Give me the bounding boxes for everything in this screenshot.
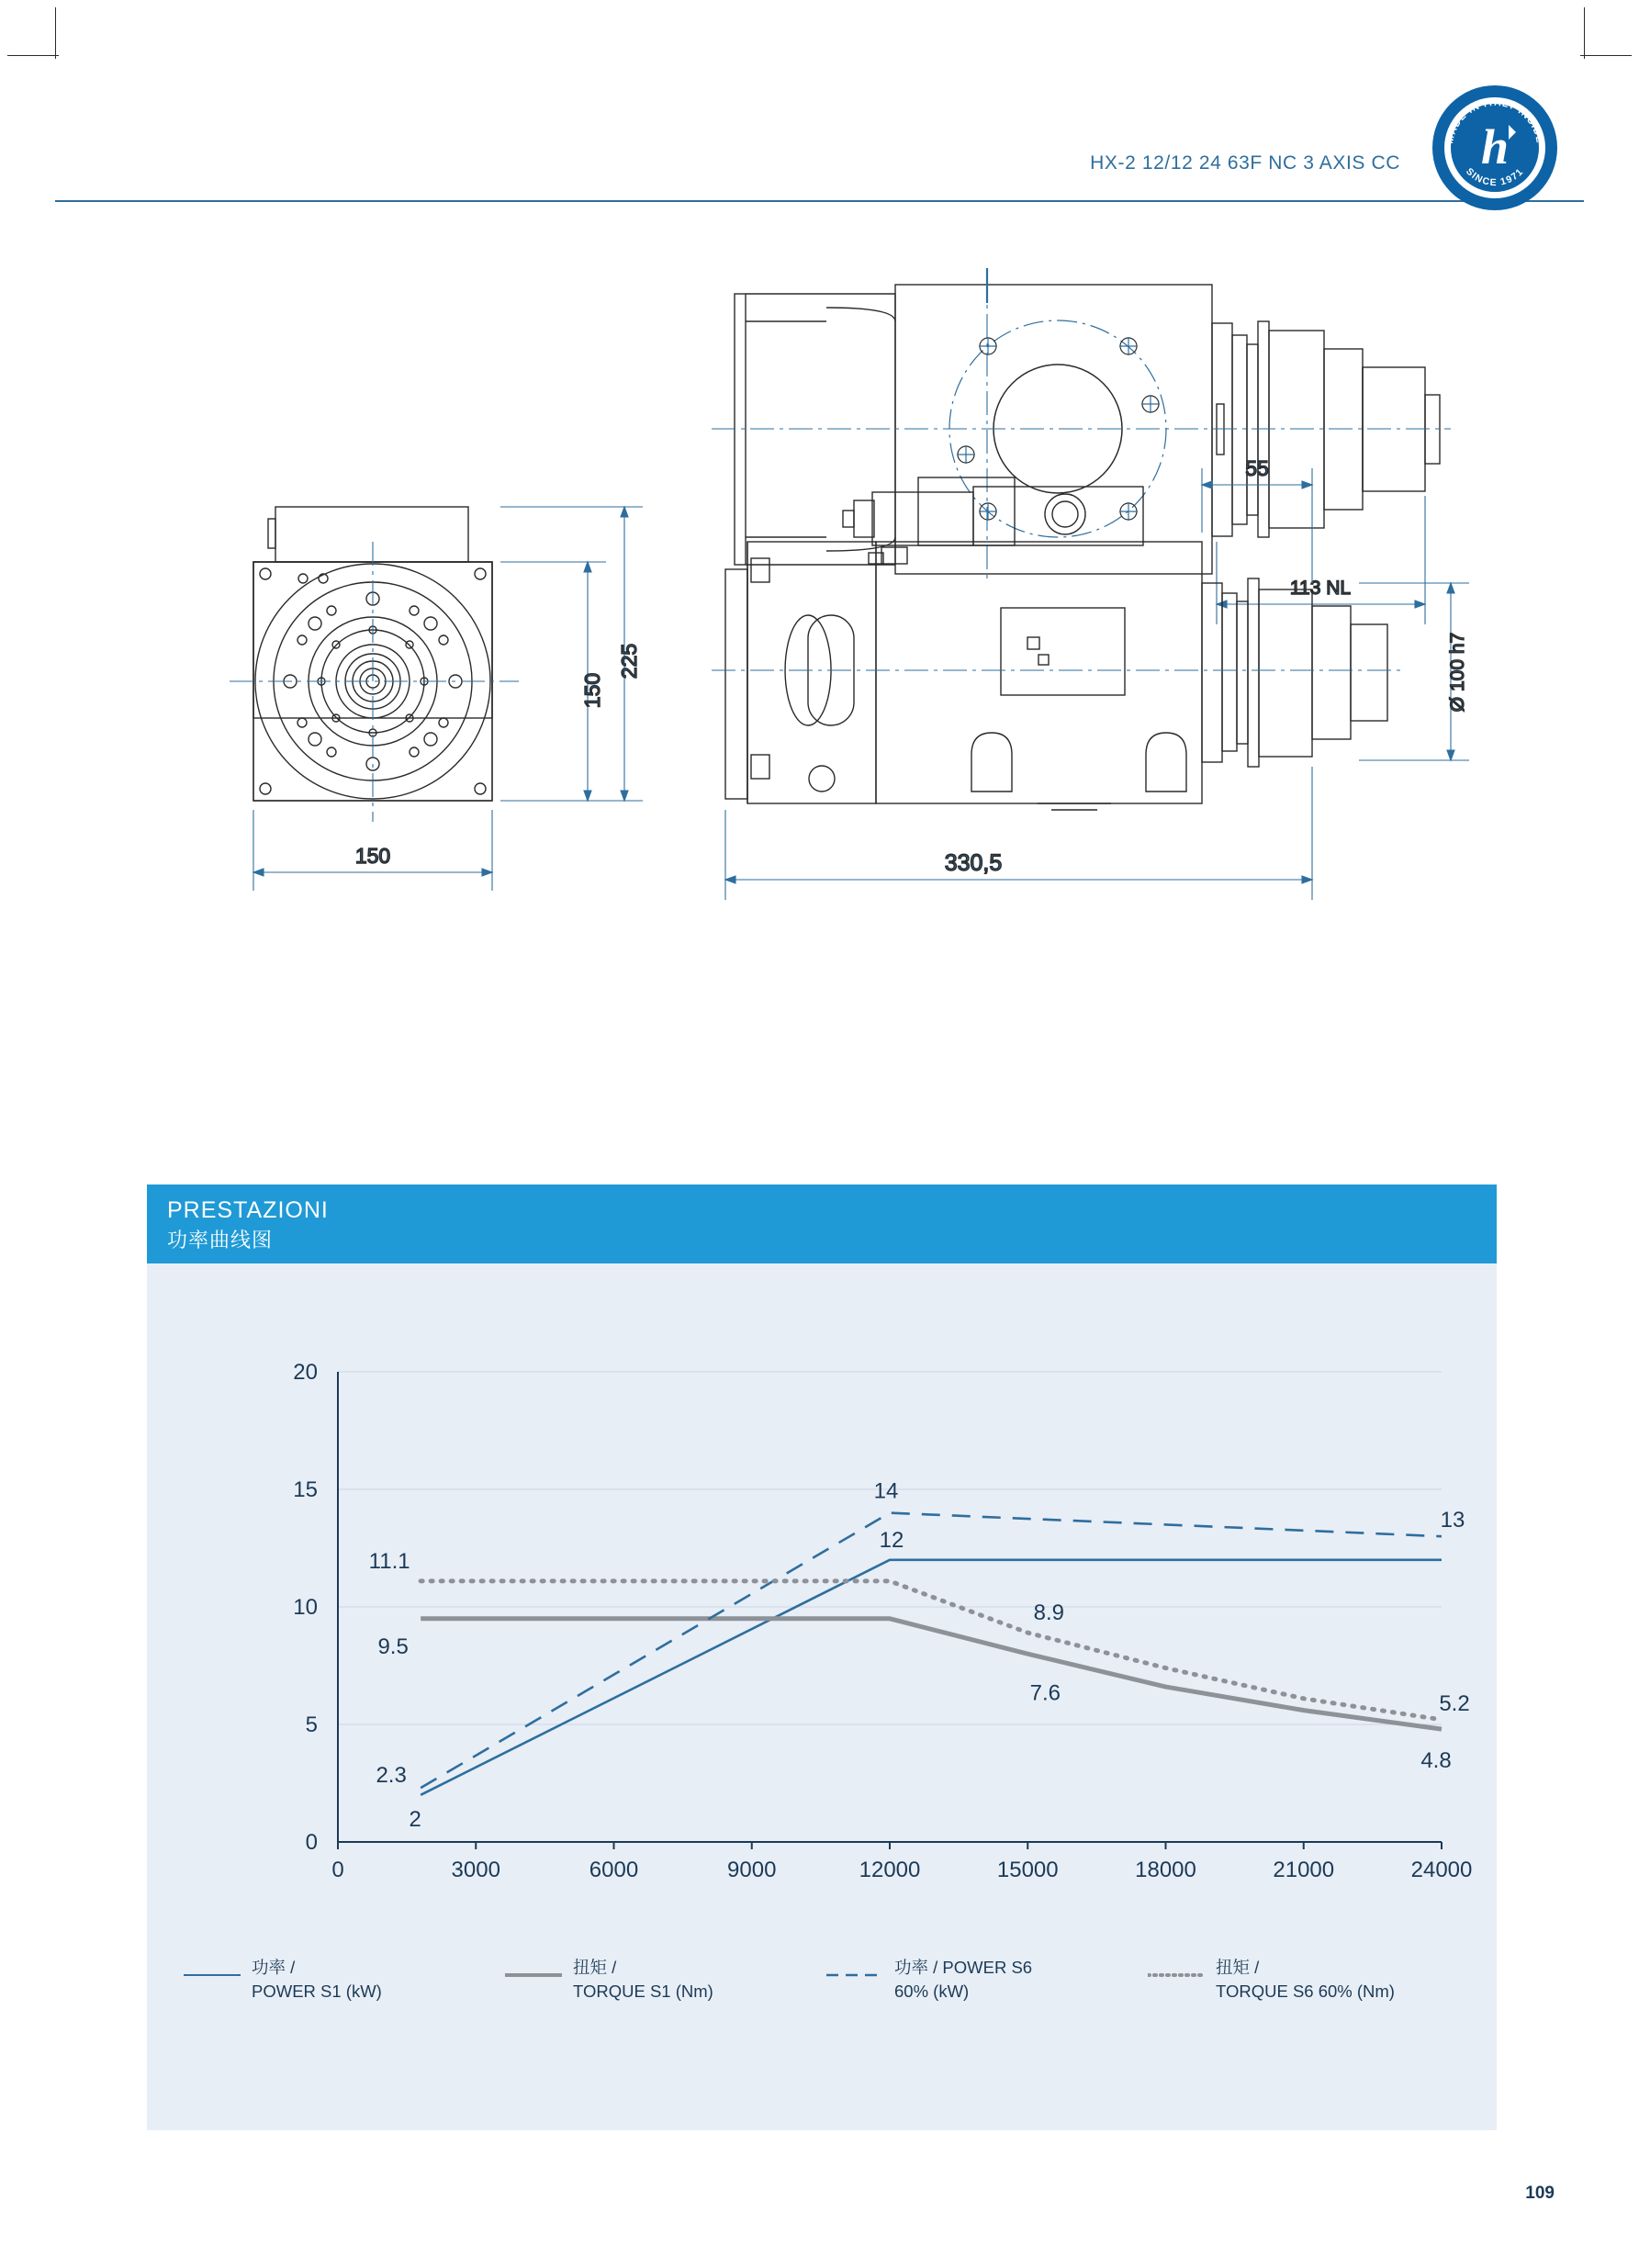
- data-point-label: 4.8: [1420, 1748, 1452, 1774]
- series-line: [421, 1581, 1442, 1720]
- svg-text:Ø 100 h7: Ø 100 h7: [1447, 632, 1468, 713]
- series-line: [421, 1560, 1442, 1795]
- crop-mark-tr-h: [1580, 55, 1632, 56]
- crop-mark-tl-h: [7, 55, 59, 56]
- performance-title-it: PRESTAZIONI: [167, 1197, 329, 1223]
- x-tick-label: 18000: [1135, 1858, 1196, 1882]
- data-point-label: 9.5: [377, 1634, 409, 1659]
- data-point-label: 11.1: [368, 1548, 410, 1574]
- legend-swatch-power-s6: [826, 1965, 883, 1985]
- data-point-label: 14: [873, 1478, 899, 1504]
- legend-label-line1: 功率 /: [252, 1958, 296, 1977]
- legend-item: [1148, 1956, 1469, 2020]
- legend-swatch-torque-s1: [505, 1965, 562, 1985]
- x-tick-label: 24000: [1410, 1858, 1473, 1882]
- legend-item: [505, 1956, 826, 2020]
- data-point-label: 8.9: [1033, 1600, 1064, 1626]
- y-tick-label: 15: [293, 1477, 318, 1502]
- page-title: HX-2 12/12 24 63F NC 3 AXIS CC: [1090, 152, 1400, 174]
- svg-text:SINCE 1971: SINCE 1971: [1464, 165, 1526, 189]
- y-tick-label: 20: [293, 1360, 318, 1385]
- x-tick-label: 9000: [727, 1858, 777, 1882]
- x-tick-label: 12000: [859, 1858, 921, 1882]
- legend-item: [184, 1956, 505, 2020]
- x-tick-label: 0: [331, 1858, 344, 1882]
- legend-label-line2: TORQUE S6 60% (Nm): [1216, 1982, 1395, 2001]
- y-tick-label: 5: [305, 1712, 318, 1737]
- data-point-label: 2: [409, 1806, 421, 1832]
- legend-item: [826, 1956, 1148, 2020]
- svg-text:h: h: [1480, 119, 1510, 174]
- chart-legend: [184, 1956, 1469, 2020]
- data-point-label: 2.3: [376, 1763, 407, 1789]
- legend-label-line2: 60% (kW): [894, 1982, 970, 2001]
- svg-text:330,5: 330,5: [944, 850, 1003, 876]
- data-point-label: 5.2: [1439, 1690, 1470, 1716]
- page-number: 109: [1525, 2184, 1555, 2203]
- performance-header: [147, 1185, 1497, 1263]
- crop-mark-tl-v: [55, 7, 56, 59]
- data-point-label: 12: [879, 1527, 904, 1553]
- y-tick-label: 10: [293, 1595, 318, 1620]
- x-tick-label: 15000: [996, 1858, 1059, 1882]
- x-tick-label: 6000: [589, 1858, 639, 1882]
- legend-label-line2: POWER S1 (kW): [252, 1982, 382, 2001]
- performance-title-zh: 功率曲线图: [167, 1229, 274, 1252]
- svg-text:150: 150: [354, 844, 391, 868]
- data-point-label: 13: [1440, 1508, 1465, 1533]
- x-tick-label: 3000: [451, 1858, 500, 1882]
- svg-text:150: 150: [580, 672, 604, 709]
- legend-label-line1: 扭矩 /: [1216, 1958, 1260, 1977]
- svg-text:MADE IN ITALY INSIDE: MADE IN ITALY INSIDE: [1444, 96, 1545, 145]
- crop-mark-tr-v: [1584, 7, 1585, 59]
- legend-label-line2: TORQUE S1 (Nm): [573, 1982, 713, 2001]
- data-point-label: 7.6: [1029, 1680, 1061, 1706]
- made-in-italy-badge: [1431, 84, 1558, 211]
- y-tick-label: 0: [305, 1830, 318, 1855]
- legend-label-line1: 扭矩 /: [573, 1958, 617, 1977]
- legend-swatch-torque-s6: [1148, 1965, 1205, 1985]
- legend-swatch-power-s1: [184, 1965, 241, 1985]
- series-line: [421, 1513, 1442, 1789]
- header-rule: [55, 200, 1584, 202]
- technical-drawings: [0, 266, 1639, 1093]
- svg-text:55: 55: [1245, 456, 1269, 480]
- series-line: [421, 1619, 1442, 1729]
- legend-label-line1: 功率 / POWER S6: [894, 1958, 1033, 1977]
- svg-text:225: 225: [617, 643, 641, 679]
- svg-text:113 NL: 113 NL: [1289, 578, 1352, 599]
- x-tick-label: 21000: [1273, 1858, 1335, 1882]
